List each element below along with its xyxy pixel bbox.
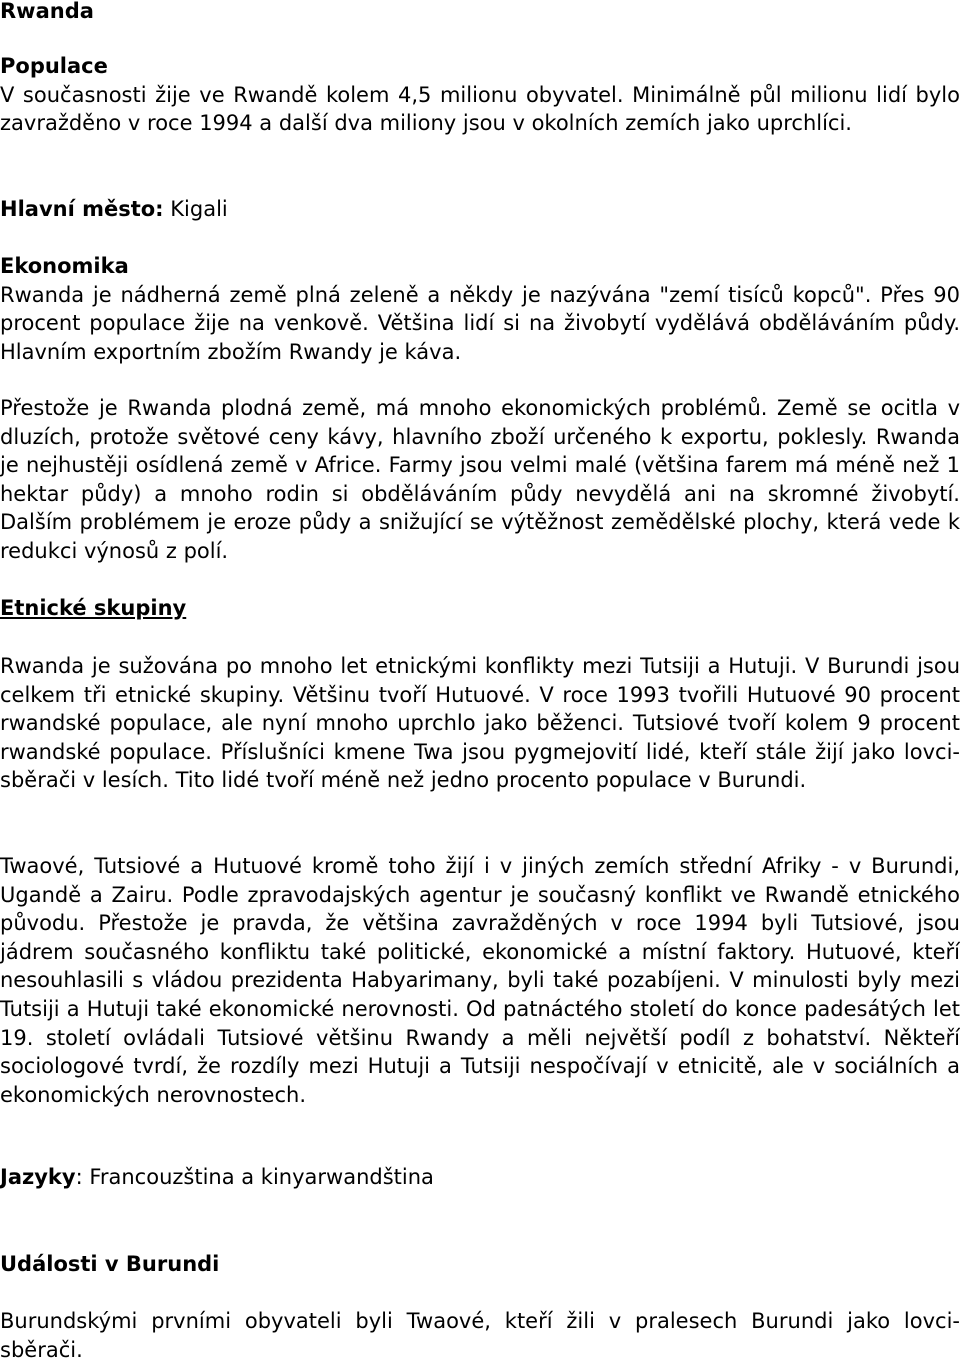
- capital-line: [0, 195, 960, 224]
- ethnic-paragraph-2-block: [0, 852, 960, 1109]
- events-paragraph-1: Burundskými prvními obyvateli byli Twaové, kteří žili v pralesech Burundi jako lovci-sběrači.: [0, 1309, 960, 1362]
- events-paragraph-1-block: [0, 1307, 960, 1364]
- economy-paragraph-2-block: [0, 394, 960, 566]
- ethnic-section: [0, 594, 960, 623]
- ethnic-paragraph-1: Rwanda je sužována po mnoho let etnickými konflikty mezi Tutsiji a Hutuji. V Burundi jsou celkem tři etnické skupiny. Většinu tvoří Hutuové. V roce 1993 tvořili Hutuové 90 procent rwandské populace, ale nyní mnoho uprchlo jako běženci. Tutsiové tvoří kolem 9 procent rwandské populace. Příslušníci kmene Twa jsou pygmejovití lidé, kteří stále žijí jako lovci-sběrači v lesích. Tito lidé tvoří méně než jedno procento populace v Burundi.: [0, 654, 960, 793]
- population-section: [0, 52, 960, 138]
- population-heading: Populace: [0, 54, 108, 78]
- economy-heading: Ekonomika: [0, 254, 129, 278]
- events-section: [0, 1250, 960, 1279]
- capital-value: Kigali: [163, 197, 228, 221]
- economy-paragraph-2: Přestože je Rwanda plodná země, má mnoho ekonomických problémů. Země se ocitla v dluzích, protože světové ceny kávy, hlavního zboží určeného k exportu, poklesly. Rwanda je nejhustěji osídlená země v Africe. Farmy jsou velmi malé (většina farem má méně než 1 hektar půdy) a mnoho rodin si obděláváním půdy nevydělá ani na skromné živobytí. Dalším problémem je eroze půdy a snižující se výtěžnost zemědělské plochy, která vede k redukci výnosů z polí.: [0, 396, 960, 563]
- languages-line: [0, 1163, 960, 1192]
- ethnic-heading: Etnické skupiny: [0, 596, 187, 620]
- population-text: V současnosti žije ve Rwandě kolem 4,5 milionu obyvatel. Minimálně půl milionu lidí bylo zavražděno v roce 1994 a další dva miliony jsou v okolních zemích jako uprchlíci.: [0, 82, 960, 136]
- capital-label: Hlavní město:: [0, 197, 164, 221]
- document-title: Rwanda: [0, 0, 94, 23]
- languages-value: : Francouzština a kinyarwandština: [75, 1165, 434, 1189]
- languages-label: Jazyky: [0, 1165, 76, 1189]
- ethnic-paragraph-2: Twaové, Tutsiové a Hutuové kromě toho žijí i v jiných zemích střední Afriky - v Burundi, Ugandě a Zairu. Podle zpravodajských agentur je současný konflikt ve Rwandě etnického původu. Přestože je pravda, že většina zavražděných v roce 1994 byli Tutsiové, jsou jádrem současného konfliktu také politické, ekonomické a místní faktory. Hutuové, kteří nesouhlasili s vládou prezidenta Habyarimany, byli také pozabíjeni. V minulosti byly mezi Tutsiji a Hutuji také ekonomické nerovnosti. Od patnáctého století do konce padesátých let 19. století ovládali Tutsiové většinu Rwandy a měli největší podíl z bohatství. Někteří sociologové tvrdí, že rozdíly mezi Hutuji a Tutsiji nespočívají v etnicitě, ale v sociálních a ekonomických nerovnostech.: [0, 854, 960, 1107]
- economy-section: [0, 252, 960, 366]
- ethnic-paragraph-1-block: [0, 652, 960, 795]
- economy-paragraph-1: Rwanda je nádherná země plná zeleně a někdy je nazývána "zemí tisíců kopců". Přes 90 procent populace žije na venkově. Většina lidí si na živobytí vydělává obděláváním půdy. Hlavním exportním zbožím Rwandy je káva.: [0, 282, 960, 364]
- events-heading: Události v Burundi: [0, 1252, 220, 1276]
